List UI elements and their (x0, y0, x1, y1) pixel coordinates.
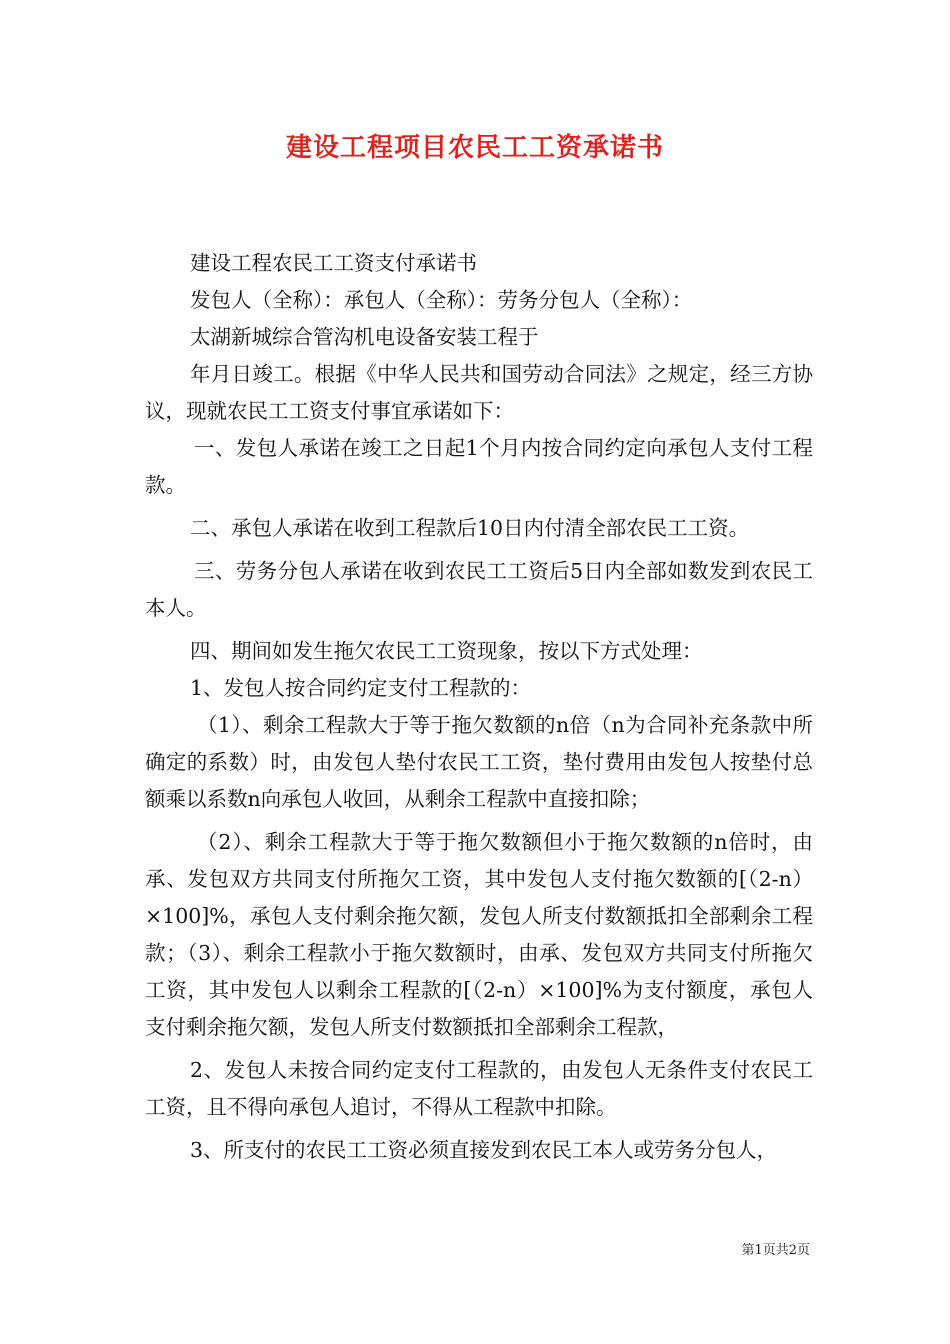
paragraph-subitem-2-3: （2）、剩余工程款大于等于拖欠数额但小于拖欠数额的n倍时，由承、发包双方共同支付所拖欠工资，其中发包人支付拖欠数额的[（2-n）×100]%，承包人支付剩余拖欠额，发包人所支付数额抵扣全部剩余工程款；（3）、剩余工程款小于拖欠数额时，由承、发包双方共同支付所拖欠工资，其中发包人以剩余工程款的[（2-n）×100]%为支付额度，承包人支付剩余拖欠额，发包人所支付数额抵扣全部剩余工程款， (145, 830, 813, 1039)
paragraph-heading: 建设工程农民工工资支付承诺书 (190, 251, 477, 275)
page-number: 第1页共2页 (741, 1243, 810, 1258)
paragraph-project: 太湖新城综合管沟机电设备安装工程于 (190, 325, 539, 349)
paragraph-item-2: 2、发包人未按合同约定支付工程款的，由发包人无条件支付农民工工资，且不得向承包人追讨，不得从工程款中扣除。 (145, 1058, 813, 1119)
paragraph-subitem-1: （1）、剩余工程款大于等于拖欠数额的n倍（n为合同补充条款中所确定的系数）时，由发包人垫付农民工工资，垫付费用由发包人按垫付总额乘以系数n向承包人收回，从剩余工程款中直接扣除； (145, 713, 813, 811)
paragraph-item-1: 1、发包人按合同约定支付工程款的： (190, 676, 532, 700)
paragraph-clause-4: 四、期间如发生拖欠农民工工资现象，按以下方式处理： (190, 639, 703, 663)
document-title: 建设工程项目农民工工资承诺书 (285, 133, 664, 163)
paragraph-clause-1: 一、发包人承诺在竣工之日起1个月内按合同约定向承包人支付工程款。 (145, 436, 813, 497)
paragraph-item-3: 3、所支付的农民工工资必须直接发到农民工本人或劳务分包人， (190, 1138, 778, 1162)
paragraph-parties: 发包人（全称）：承包人（全称）：劳务分包人（全称）： (190, 288, 693, 312)
document-body (145, 245, 813, 1169)
paragraph-completion: 年月日竣工。根据《中华人民共和国劳动合同法》之规定，经三方协议，现就农民工工资支付事宜承诺如下： (145, 362, 813, 423)
paragraph-clause-3: 三、劳务分包人承诺在收到农民工工资后5日内全部如数发到农民工本人。 (145, 559, 813, 620)
paragraph-clause-2: 二、承包人承诺在收到工程款后10日内付清全部农民工工资。 (190, 516, 750, 540)
